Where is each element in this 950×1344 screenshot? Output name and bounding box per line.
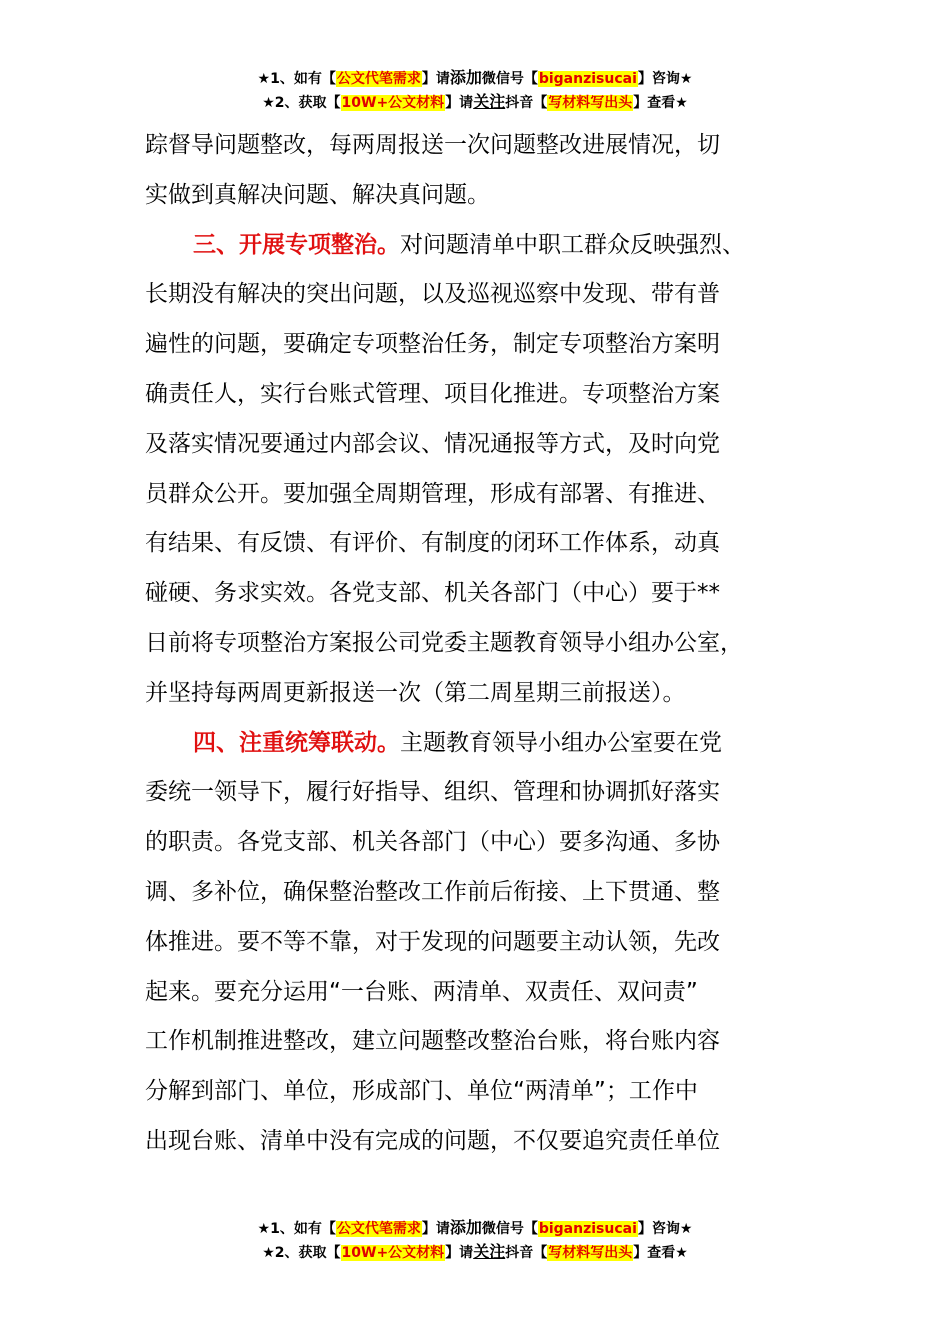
- banner-text: 】请: [421, 71, 450, 87]
- banner-text: ★2、获取【: [262, 95, 341, 111]
- banner-wechat-id: biganzisucai: [538, 71, 637, 87]
- text-line: 对问题清单中职工群众反映强烈、: [400, 231, 745, 258]
- section-heading: 四、注重统筹联动。: [193, 729, 400, 756]
- banner-text: ★1、如有【: [257, 71, 336, 87]
- banner-douyin-name: 写材料写出头: [548, 95, 633, 111]
- banner-highlight: 公文代笔需求: [336, 1221, 421, 1237]
- banner-text: 】查看★: [633, 95, 688, 111]
- text-line: 委统一领导下，履行好指导、组织、管理和协调抓好落实: [145, 779, 720, 806]
- text-line: 分解到部门、单位，形成部门、单位“两清单”；工作中: [145, 1078, 698, 1105]
- banner-text: 】咨询★: [637, 71, 693, 87]
- banner-highlight: 公文代笔需求: [336, 71, 421, 87]
- text-line: 及落实情况要通过内部会议、情况通报等方式，及时向党: [145, 430, 720, 457]
- text-line: 工作机制推进整改，建立问题整改整治台账，将台账内容: [145, 1028, 720, 1055]
- text-line: 体推进。要不等不靠，对于发现的问题要主动认领，先改: [145, 928, 720, 955]
- banner-highlight: 10W+公文材料: [341, 95, 445, 111]
- banner-emphasis: 添加: [449, 68, 482, 87]
- banner-text: 微信号【: [481, 1221, 538, 1237]
- text-line: 踪督导问题整改，每两周报送一次问题整改进展情况，切: [145, 132, 720, 158]
- banner-text: 抖音【: [505, 95, 548, 111]
- text-line: 并坚持每两周更新报送一次（第二周星期三前报送）。: [145, 679, 686, 706]
- banner-text: 抖音【: [505, 1245, 548, 1261]
- header-banner: [0, 66, 950, 114]
- text-line: 遍性的问题，要确定专项整治任务，制定专项整治方案明: [145, 331, 720, 358]
- banner-line-1: [0, 66, 950, 90]
- banner-text: 】请: [445, 95, 474, 111]
- text-line: 日前将专项整治方案报公司党委主题教育领导小组办公室，: [145, 629, 743, 656]
- text-line: 有结果、有反馈、有评价、有制度的闭环工作体系，动真: [145, 530, 720, 557]
- section-four-line: [145, 719, 807, 769]
- text-line: 实做到真解决问题、解决真问题。: [145, 181, 490, 208]
- banner-line-1: [0, 1216, 950, 1240]
- banner-text: 】请: [445, 1245, 474, 1261]
- section-heading: 三、开展专项整治。: [193, 231, 400, 258]
- banner-text: 微信号【: [481, 71, 538, 87]
- banner-wechat-id: biganzisucai: [538, 1221, 637, 1237]
- banner-line-2: [0, 90, 950, 114]
- section-three-line: [145, 221, 807, 271]
- banner-douyin-name: 写材料写出头: [548, 1245, 633, 1261]
- footer-banner: [0, 1216, 950, 1264]
- text-line: 起来。要充分运用“一台账、两清单、双责任、双问责”: [145, 978, 698, 1005]
- text-line: 长期没有解决的突出问题，以及巡视巡察中发现、带有普: [145, 281, 720, 308]
- text-line: 确责任人，实行台账式管理、项目化推进。专项整治方案: [145, 380, 720, 407]
- text-line: 员群众公开。要加强全周期管理，形成有部署、有推进、: [145, 480, 720, 507]
- banner-line-2: [0, 1240, 950, 1264]
- banner-text: 】查看★: [633, 1245, 688, 1261]
- text-line: 碰硬、务求实效。各党支部、机关各部门（中心）要于**: [145, 580, 720, 607]
- banner-emphasis: 添加: [449, 1218, 482, 1237]
- banner-emphasis: 关注: [473, 92, 506, 111]
- text-line: 调、多补位，确保整治整改工作前后衔接、上下贯通、整: [145, 878, 720, 905]
- document-body: [145, 121, 807, 1167]
- banner-text: 】请: [421, 1221, 450, 1237]
- banner-highlight: 10W+公文材料: [341, 1245, 445, 1261]
- banner-text: ★1、如有【: [257, 1221, 336, 1237]
- text-line: 主题教育领导小组办公室要在党: [400, 729, 722, 756]
- banner-text: ★2、获取【: [262, 1245, 341, 1261]
- banner-emphasis: 关注: [473, 1242, 506, 1261]
- text-line: 的职责。各党支部、机关各部门（中心）要多沟通、多协: [145, 829, 720, 856]
- banner-text: 】咨询★: [637, 1221, 693, 1237]
- text-line: 出现台账、清单中没有完成的问题，不仅要追究责任单位: [145, 1127, 720, 1154]
